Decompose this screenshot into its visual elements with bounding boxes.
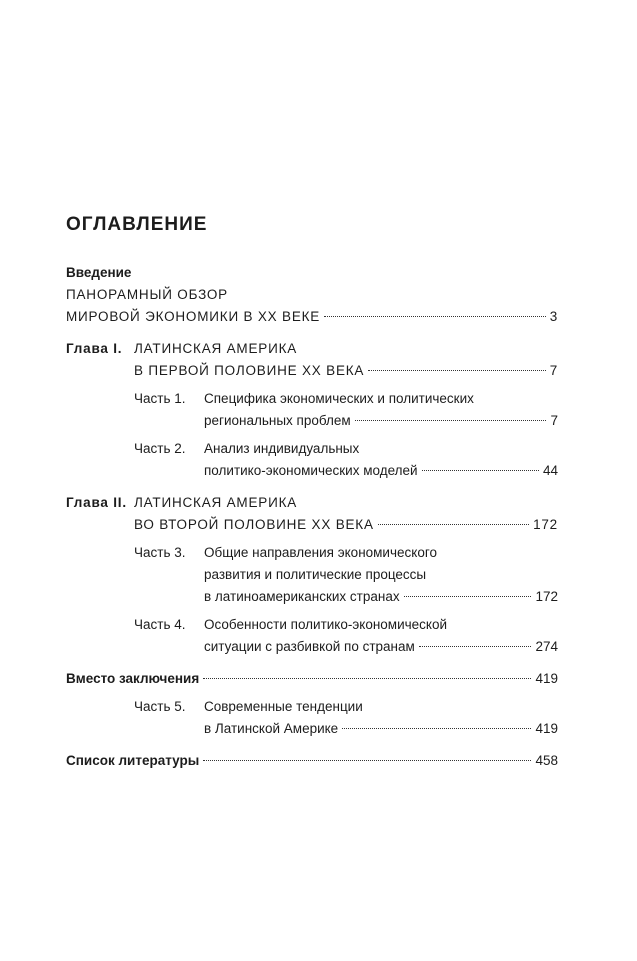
table-of-contents (66, 262, 558, 772)
toc-intro-title-line1: ПАНОРАМНЫЙ ОБЗОР (66, 287, 228, 302)
leader-dots (378, 524, 529, 525)
toc-part3-line1: Часть 3. Общие направления экономического (66, 542, 558, 564)
page-number: 458 (535, 753, 558, 768)
toc-part4-line1: Часть 4. Особенности политико-экономической (66, 614, 558, 636)
chapter-label: Глава II. (66, 495, 127, 510)
toc-part2-line1: Часть 2. Анализ индивидуальных (66, 438, 558, 460)
toc-references-entry[interactable] (66, 750, 558, 772)
page-number: 419 (535, 721, 558, 736)
leader-dots (419, 646, 532, 647)
toc-part5-line2: в Латинской Америке (204, 721, 339, 736)
toc-chapter2-entry[interactable] (66, 514, 558, 536)
page-number: 419 (535, 671, 558, 686)
toc-part1-line1: Часть 1. Специфика экономических и политических (66, 388, 558, 410)
toc-part5-entry[interactable] (66, 718, 558, 740)
toc-part2-line2: политико-экономических моделей (204, 463, 418, 478)
leader-dots (404, 596, 532, 597)
toc-intro-entry[interactable] (66, 306, 558, 328)
toc-part3-line2: развития и политические процессы (204, 567, 427, 582)
toc-part4-entry[interactable] (66, 636, 558, 658)
toc-chapter2-title-line2: ВО ВТОРОЙ ПОЛОВИНЕ XX ВЕКА (134, 517, 374, 532)
toc-part3-line3: в латиноамериканских странах (204, 589, 400, 604)
toc-chapter1-title-line1: Глава I. ЛАТИНСКАЯ АМЕРИКА (66, 338, 558, 360)
leader-dots (203, 678, 531, 679)
toc-references-label: Список литературы (66, 753, 200, 768)
toc-heading: ОГЛАВЛЕНИЕ (66, 214, 208, 235)
toc-part3-entry[interactable] (66, 586, 558, 608)
toc-part5-line1: Часть 5. Современные тенденции (66, 696, 558, 718)
toc-chapter2-title-line1: Глава II. ЛАТИНСКАЯ АМЕРИКА (66, 492, 558, 514)
page-number: 7 (550, 413, 558, 428)
leader-dots (203, 760, 531, 761)
toc-conclusion-entry[interactable] (66, 668, 558, 690)
leader-dots (422, 470, 539, 471)
toc-part1-entry[interactable] (66, 410, 558, 432)
toc-conclusion-label: Вместо заключения (66, 671, 200, 686)
page-number: 7 (549, 363, 558, 378)
chapter-label: Глава I. (66, 341, 123, 356)
part-label: Часть 3. (134, 545, 186, 560)
toc-chapter1-entry[interactable] (66, 360, 558, 382)
toc-part1-line2: региональных проблем (204, 413, 351, 428)
part-label: Часть 1. (134, 391, 186, 406)
leader-dots (324, 316, 546, 317)
page-number: 3 (549, 309, 558, 324)
toc-part2-entry[interactable] (66, 460, 558, 482)
toc-part4-line2: ситуации с разбивкой по странам (204, 639, 415, 654)
page-number: 172 (535, 589, 558, 604)
part-label: Часть 4. (134, 617, 186, 632)
leader-dots (368, 370, 545, 371)
leader-dots (355, 420, 547, 421)
part-label: Часть 5. (134, 699, 186, 714)
page-number: 274 (535, 639, 558, 654)
toc-intro-label: Введение (66, 265, 132, 280)
toc-intro-title-line2: МИРОВОЙ ЭКОНОМИКИ В XX ВЕКЕ (66, 309, 321, 324)
page-number: 172 (533, 517, 558, 532)
toc-chapter1-title-line2: В ПЕРВОЙ ПОЛОВИНЕ XX ВЕКА (134, 363, 365, 378)
page-number: 44 (542, 463, 558, 478)
leader-dots (342, 728, 531, 729)
part-label: Часть 2. (134, 441, 186, 456)
